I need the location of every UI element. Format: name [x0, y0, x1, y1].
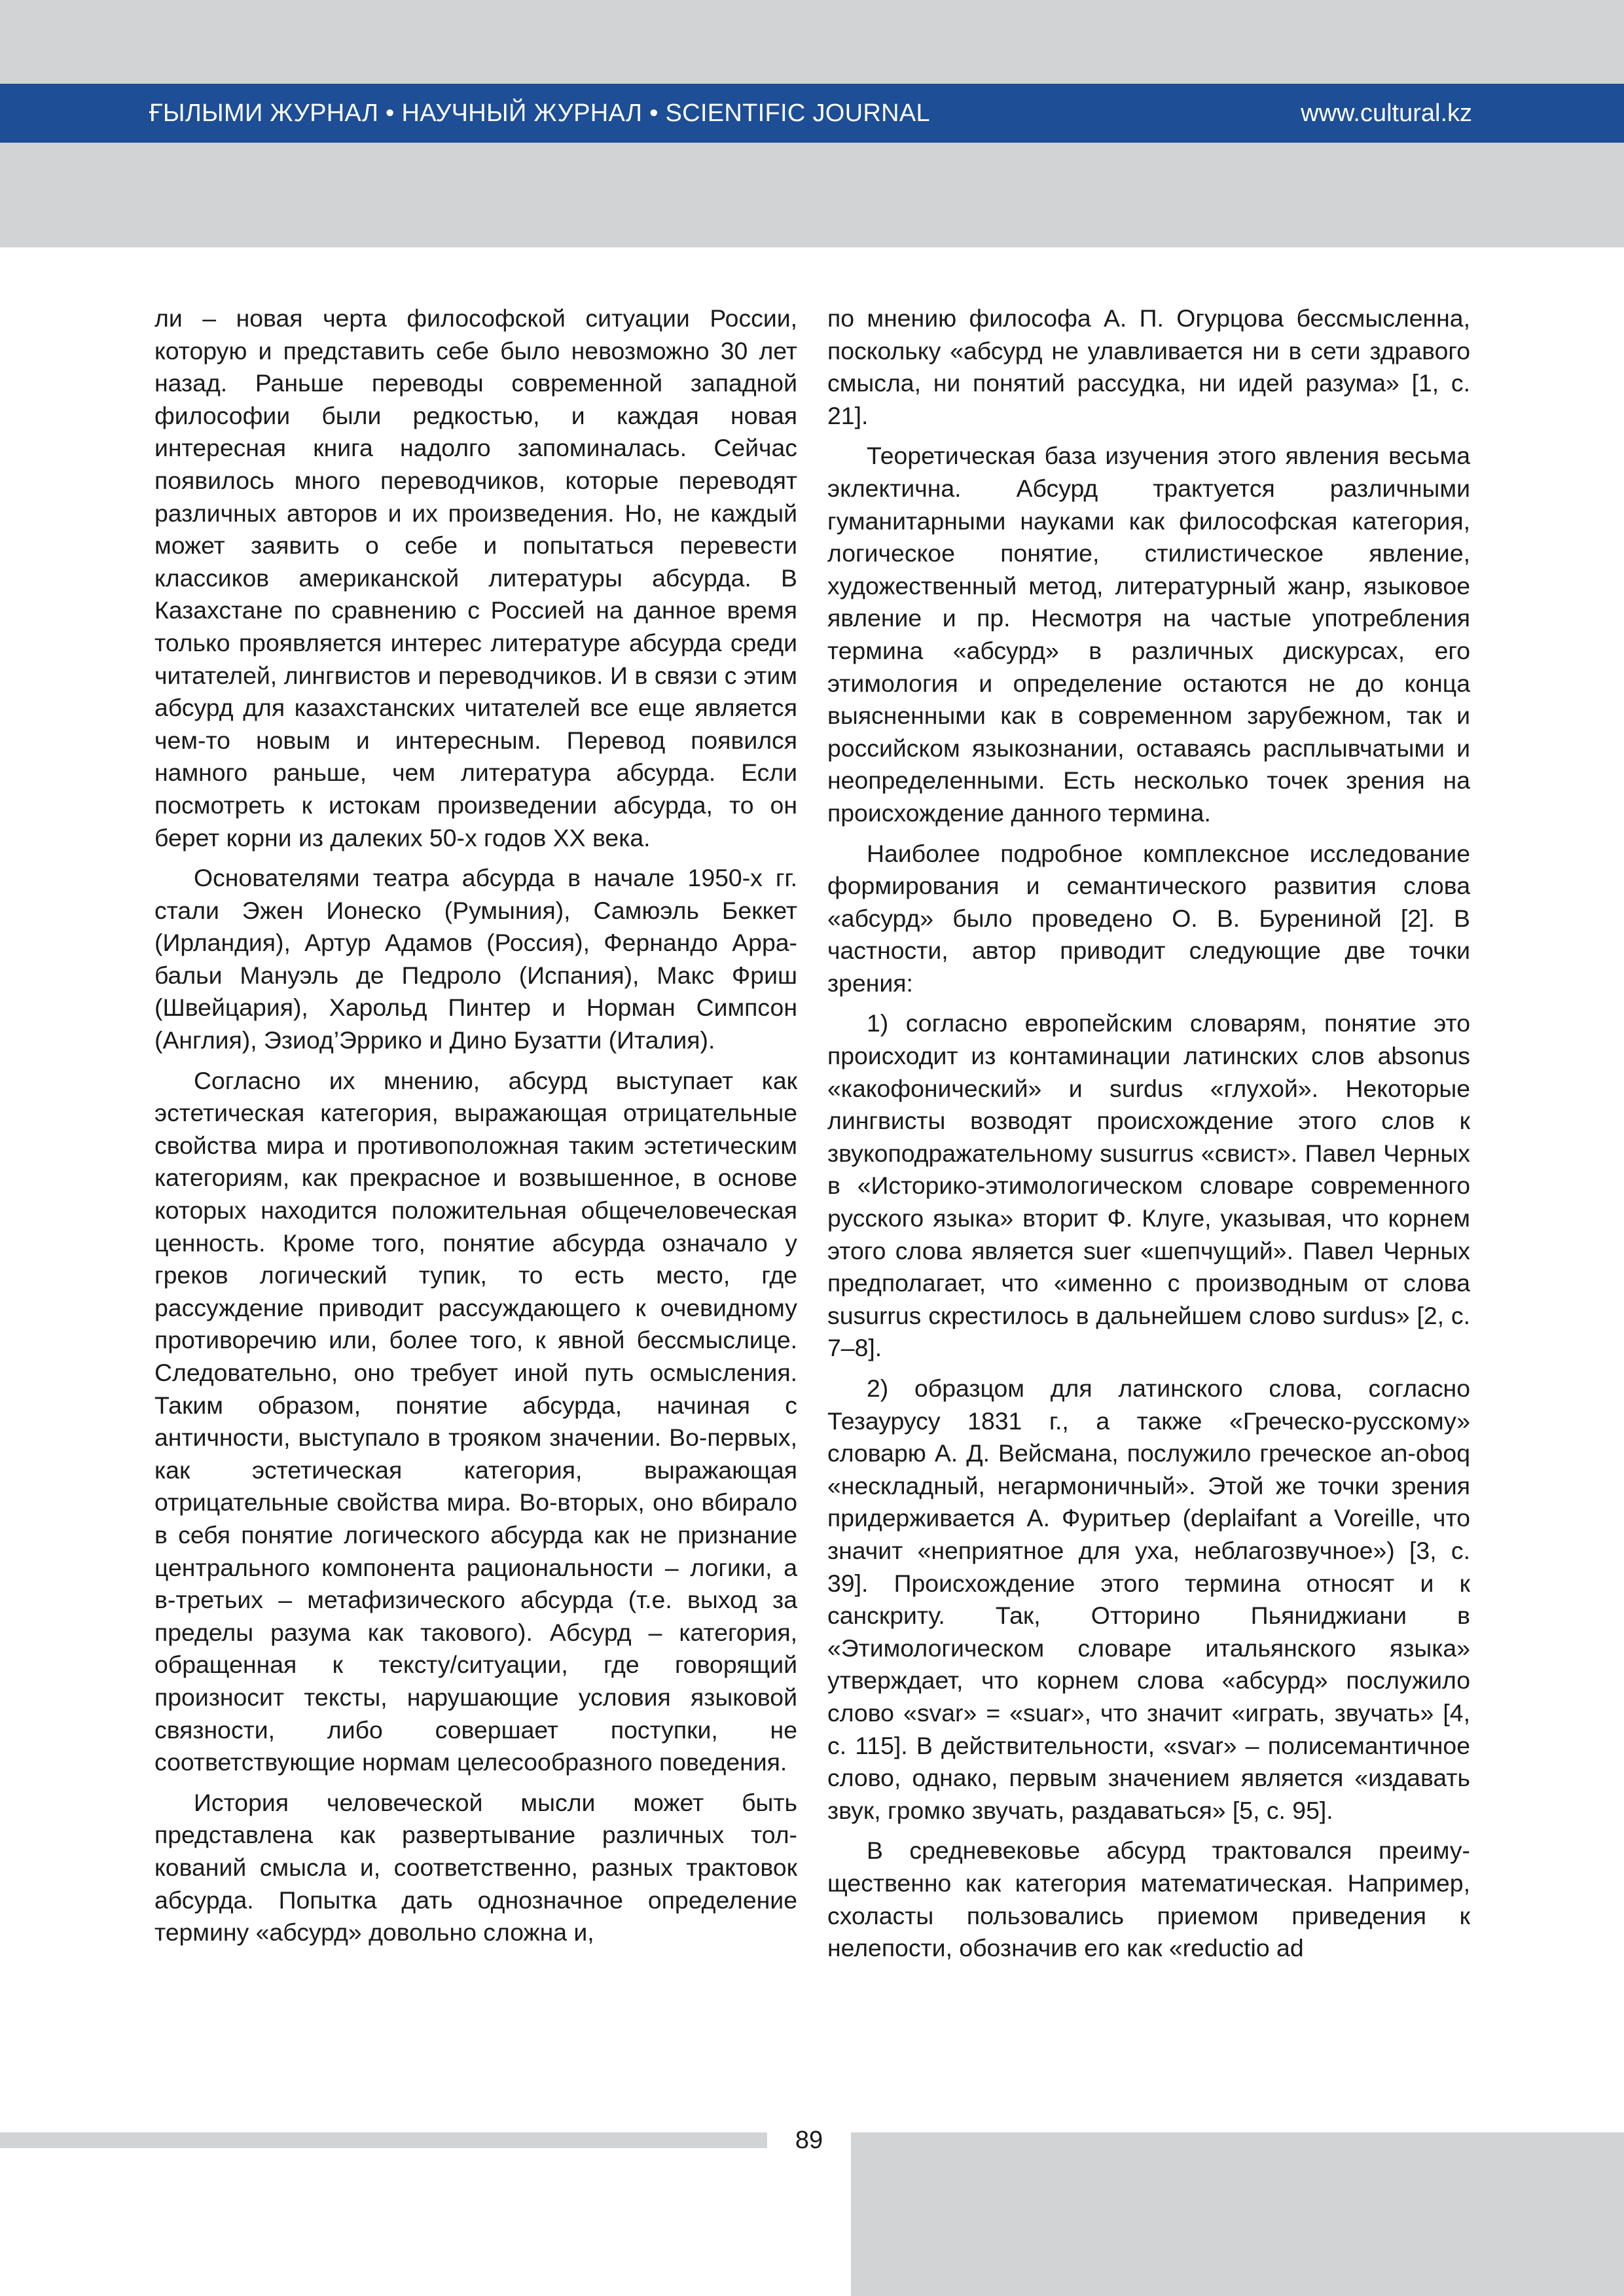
- footer-rule: [0, 2132, 767, 2148]
- paragraph: 2) образцом для латинского слова, согласно Тезаурусу 1831 г., а также «Греческо-русскому» словарю А. Д. Вейсмана, послужило греческое an-oboq «нескладный, негармоничный». Этой же точки зрения придерживается А. Фуритьер (deplaifant a Voreille, что значит «неприятное для уха, неблагозвучное») [3, c. 39]. Происхождение этого термина относят и к санскриту. Так, Отторино Пьяниджиани в «Этимологическом словаре итальянского языка» утверждает, что корнем слова «абсурд» послужило слово «svar» = «suar», что значит «играть, звучать» [4, c. 115]. В действительности, «svar» – полисемантичное слово, однако, первым значением является «издавать звук, громко звучать, раздаваться» [5, c. 95].: [827, 1374, 1470, 1824]
- paragraph: Основателями театра абсурда в начале 1950-х гг. стали Эжен Ионеско (Румыния), Самюэль Беккет (Ирландия), Артур Адамов (Россия), Фернандо Аррабальи Мануэль де Педроло (Испания), Макс Фриш (Швейцария), Харольд Пинтер и Норман Симпсон (Англия), Эзиод’Эррико и Дино Бузатти (Италия).: [154, 864, 797, 1054]
- paragraph: В средневековье абсурд трактовался преимущественно как категория математическая. Например, схоласты пользовались приемом приведения к нелепости, обозначив его как «reductio ad: [827, 1837, 1470, 1962]
- footer-block: [851, 2132, 1624, 2296]
- page-number: 89: [795, 2126, 823, 2154]
- paragraph: 1) согласно европейским словарям, понятие это происходит из контаминации латинских слов absonus «какофонический» и surdus «глухой». Некоторые лингвисты возводят происхождение этого слов к звукоподражательному susurrus «свист». Павел Черных в «Историко-этимологическом словаре современного русского языка» вторит Ф. Клуге, указывая, что корнем этого слова является suer «шепчущий». Павел Черных предполагает, что «именно с производным от слова susurrus скрестилось в дальнейшем слово surdus» [2, c. 7–8].: [827, 1009, 1470, 1362]
- paragraph: Наиболее подробное комплексное исследование формирования и семантического развития слова «абсурд» было проведено О. В. Бурениной [2]. В частности, автор приводит следующие две точки зрения:: [827, 839, 1470, 997]
- paragraph: ли – новая черта философской ситуации России, которую и представить себе было невозможно 30 лет назад. Раньше переводы современной западной философии были редкостью, и каждая новая интересная книга надолго запоминалась. Сейчас появилось много переводчиков, которые переводят различных авторов и их произведения. Но, не каждый может заявить о себе и попытаться перевести классиков американской литературы абсурда. В Казахстане по сравнению с Россией на данное время только проявляется интерес литературе абсурда среди читателей, лингвистов и переводчиков. И в связи с этим абсурд для казахстанских читателей все еще является чем-то новым и интересным. Перевод появился намного раньше, чем литература абсурда. Если посмотреть к истокам произведении абсурда, то он берет корни из далеких 50-х годов XX века.: [154, 304, 797, 852]
- right-column: [827, 302, 1470, 1973]
- paragraph: Теоретическая база изучения этого явления весьма эклектична. Абсурд трактуется различными гуманитарными науками как философская категория, логическое понятие, стилистическое явление, художественный метод, литературный жанр, языковое явление и пр. Несмотря на частые употребления термина «абсурд» в различных дискурсах, его этимология и определение остаются не до конца выясненными как в современном зарубежном, так и российском языкознании, оставаясь расплывчатыми и неопределенными. Есть несколько точек зрения на происхождение данного термина.: [827, 442, 1470, 827]
- website-url[interactable]: www.cultural.kz: [1301, 99, 1472, 127]
- paragraph: Согласно их мнению, абсурд выступает как эстетическая категория, выражающая отрицательные свойства мира и противоположная таким эстетическим категориям, как прекрасное и возвышенное, в основе которых находится положительная общечеловеческая ценность. Кроме того, понятие абсурда означало у греков логический тупик, то есть место, где рассуждение приводит рассуждающего к очевидному противоречию или, более того, к явной бессмыслице. Следовательно, оно требует иной путь осмысления. Таким образом, понятие абсурда, начиная с античности, выступало в трояком значении. Во-первых, как эстетическая категория, выражающая отрицательные свойства мира. Во-вторых, оно вбирало в себя понятие логического абсурда как не признание центрального компонента рациональности – логики, а в-третьих – метафизического абсурда (т.е. выход за пределы разума как такового). Абсурд – категория, обращенная к тексту/ситуации, где говорящий произносит тексты, нарушающие условия языковой связности, либо совершает поступки, не соответствующие нормам целесообразного поведения.: [154, 1066, 797, 1776]
- paragraph: История человеческой мысли может быть представлена как развертывание различных толкований смысла и, соответственно, разных трактовок абсурда. Попытка дать однозначное определение термину «абсурд» довольно сложна и,: [154, 1788, 797, 1946]
- paragraph: по мнению философа А. П. Огурцова бессмысленна, поскольку «абсурд не улавливается ни в сети здравого смысла, ни понятий рассудка, ни идей разума» [1, c. 21].: [827, 304, 1470, 429]
- journal-header-bar: [0, 84, 1624, 143]
- journal-title: ҒЫЛЫМИ ЖУРНАЛ • НАУЧНЫЙ ЖУРНАЛ • SCIENTIFIC JOURNAL: [149, 99, 930, 127]
- left-column: [154, 302, 797, 1957]
